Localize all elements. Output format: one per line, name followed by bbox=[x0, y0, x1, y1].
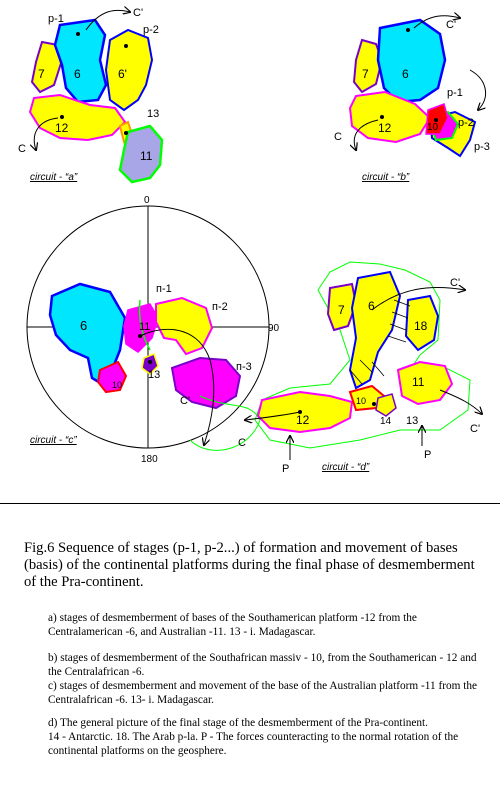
num-12-d: 12 bbox=[296, 413, 310, 427]
num-10-d: 10 bbox=[356, 396, 367, 406]
stage-p3-b: p-3 bbox=[474, 141, 490, 153]
num-11-c: 11 bbox=[139, 321, 151, 333]
note-c-text: c) stages of desmemberment and movement of the base of the Australian platform -11 from the Centralafrican -6. 13- i. Madagascar. bbox=[48, 680, 478, 706]
num-10-c: 10 bbox=[112, 380, 123, 390]
num-6-a: 6 bbox=[74, 67, 81, 81]
landmass-6-d bbox=[350, 272, 400, 388]
num-6prime-a: 6' bbox=[118, 67, 127, 81]
num-7-a: 7 bbox=[38, 67, 45, 81]
arrow-label-c-a: C bbox=[18, 143, 26, 155]
num-18-d: 18 bbox=[414, 319, 428, 333]
axis-180: 180 bbox=[141, 454, 158, 465]
note-b bbox=[48, 651, 488, 679]
arrow-label-cprime-d2: C' bbox=[470, 423, 481, 435]
circuit-a bbox=[18, 7, 162, 183]
num-7-b: 7 bbox=[362, 67, 369, 81]
arrow-label-c-d: C bbox=[238, 437, 246, 449]
circuit-label-c: circuit - “c” bbox=[30, 435, 77, 446]
stage-n3-c: п-3 bbox=[236, 361, 252, 373]
axis-90: 90 bbox=[268, 323, 280, 334]
circuit-c bbox=[27, 195, 280, 465]
num-12-b: 12 bbox=[378, 121, 392, 135]
circuit-b bbox=[334, 16, 490, 183]
num-6-b: 6 bbox=[402, 67, 409, 81]
num-10-b: 10 bbox=[427, 122, 439, 133]
landmass-6prime-a bbox=[106, 30, 152, 110]
stage-n2-c: п-2 bbox=[212, 301, 228, 313]
num-13-d: 13 bbox=[406, 415, 419, 427]
num-6-c: 6 bbox=[80, 318, 88, 333]
force-p-left: P bbox=[282, 463, 290, 475]
circuit-label-d: circuit - “d” bbox=[322, 462, 370, 473]
num-6-d: 6 bbox=[368, 299, 375, 313]
num-13-a: 13 bbox=[147, 108, 160, 120]
num-13-c: 13 bbox=[148, 369, 161, 381]
landmass-6-a bbox=[55, 20, 106, 102]
axis-0: 0 bbox=[144, 195, 150, 206]
num-11-a: 11 bbox=[140, 149, 153, 163]
circuit-label-a: circuit - “a” bbox=[30, 172, 78, 183]
landmass-11-d bbox=[398, 362, 452, 404]
circuit-label-b: circuit - “b” bbox=[362, 172, 410, 183]
stage-p1-b: p-1 bbox=[447, 87, 463, 99]
stage-p2-b: p-2 bbox=[458, 117, 474, 129]
note-c bbox=[48, 679, 488, 707]
landmass-14-d bbox=[376, 394, 396, 416]
stage-n1-c: п-1 bbox=[156, 283, 172, 295]
note-b-text: b) stages of desmemberment of the Southafrican massiv - 10, from the Southamerican - 12 and the Centralafrican -6. bbox=[48, 652, 477, 678]
note-a-text: a) stages of desmemberment of bases of the Southamerican platform -12 from the Centralamerican -6, and Australian -11. 13 - i. Madagascar. bbox=[48, 612, 417, 638]
arrow-label-cprime-a: C' bbox=[133, 7, 144, 19]
arrow-label-cprime-d1: C' bbox=[450, 277, 461, 289]
num-7-d: 7 bbox=[338, 303, 345, 317]
stage-p1-a: p-1 bbox=[48, 13, 64, 25]
arrow-label-cprime-c: C' bbox=[180, 395, 191, 407]
num-12-a: 12 bbox=[55, 121, 69, 135]
stage-p2-a: p-2 bbox=[143, 24, 159, 36]
arrow-label-c-b: C bbox=[334, 131, 342, 143]
figure-separator bbox=[0, 503, 500, 504]
figure-caption: Fig.6 Sequence of stages (p-1, p-2...) of formation and movement of bases (basis) of the continental platforms during the final phase of desmemberment of the Pra-continent. bbox=[24, 540, 475, 590]
landmass-p2-c bbox=[156, 298, 212, 354]
note-d-legend: 14 - Antarctic. 18. The Arab p-la. P - The forces counteracting to the normal rotation of the continental platforms on the geosphere. bbox=[48, 731, 459, 757]
note-d bbox=[48, 716, 488, 758]
note-a bbox=[48, 611, 488, 639]
num-11-d: 11 bbox=[412, 375, 425, 389]
force-p-right: P bbox=[424, 449, 432, 461]
landmass-6-b bbox=[378, 20, 445, 102]
note-d-text: d) The general picture of the final stage of the desmemberment of the Pra-continent. bbox=[48, 717, 428, 729]
circuit-d bbox=[238, 262, 482, 475]
num-14-d: 14 bbox=[380, 416, 392, 427]
arrow-label-cprime-b: C' bbox=[446, 19, 457, 31]
